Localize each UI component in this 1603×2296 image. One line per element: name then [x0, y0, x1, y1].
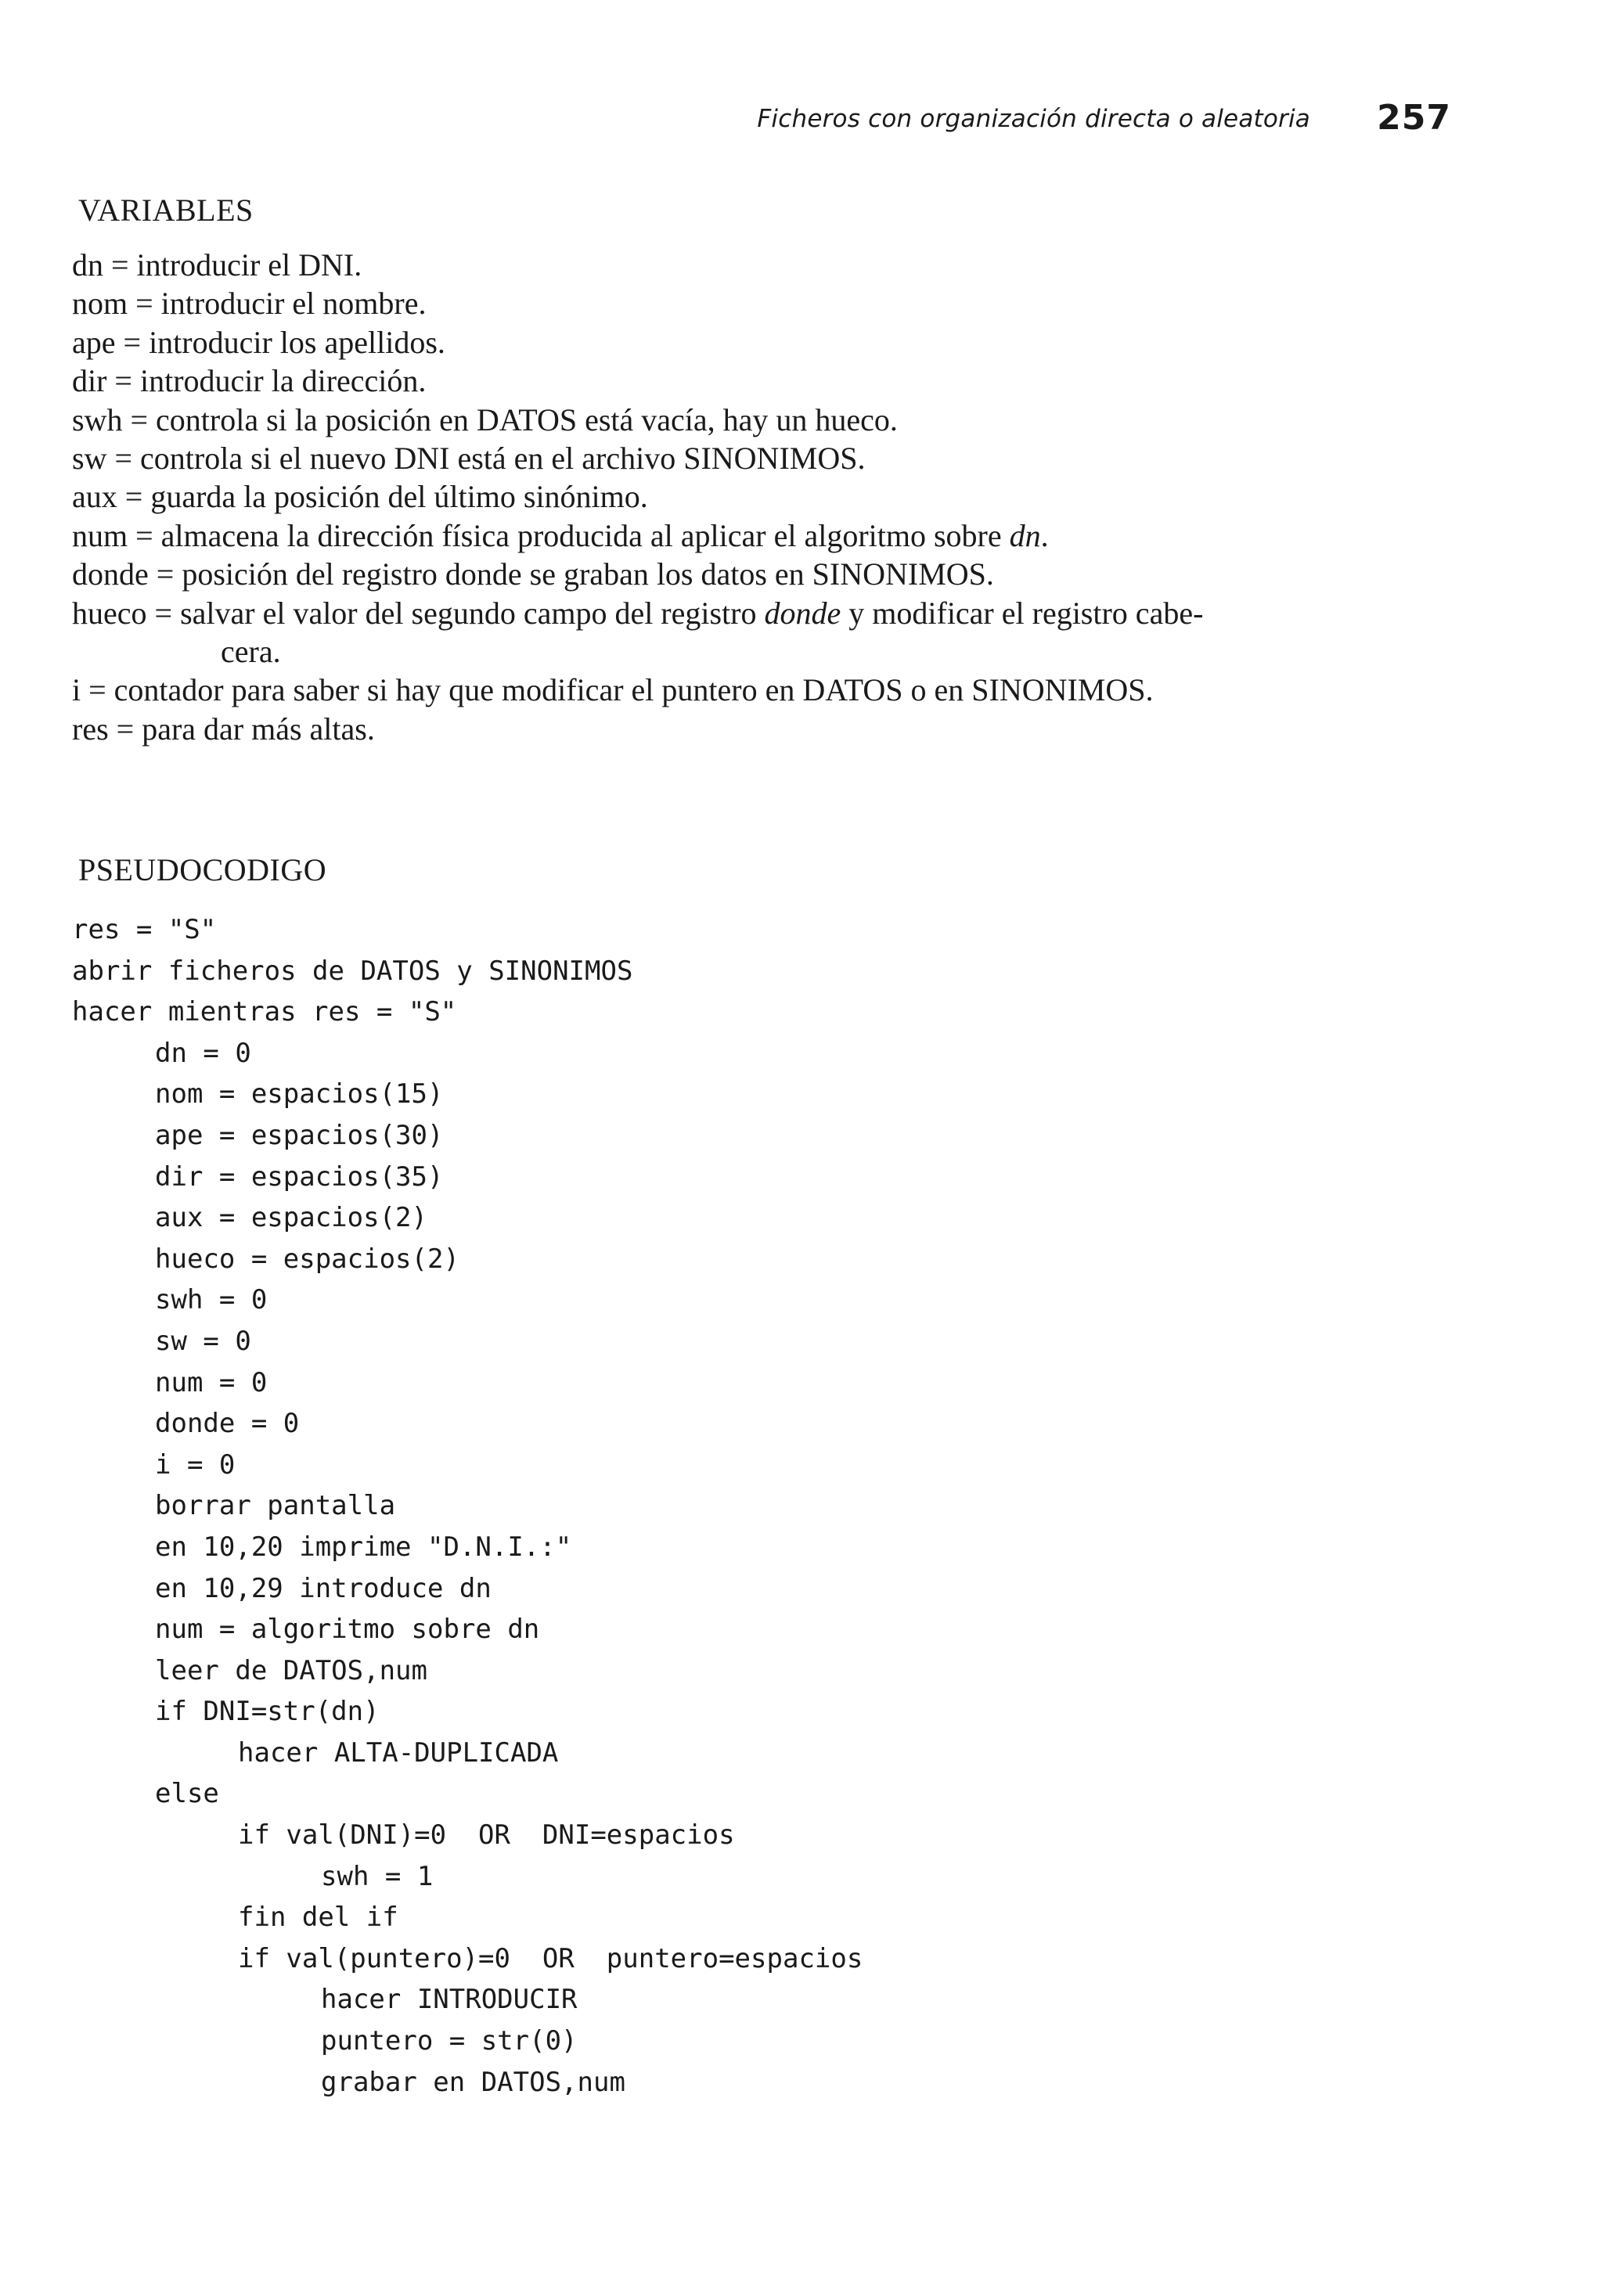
variable-definition: dir = introducir la dirección. — [72, 363, 427, 399]
variable-definition: aux = guarda la posición del último sinónimo. — [72, 479, 648, 515]
code-line: i = 0 — [155, 1448, 236, 1481]
code-line: res = "S" — [72, 914, 217, 945]
code-line: hacer mientras res = "S" — [72, 996, 457, 1028]
code-line: fin del if — [238, 1902, 398, 1934]
variables-list — [72, 246, 1489, 748]
variable-definition — [72, 516, 1489, 555]
code-line: sw = 0 — [155, 1325, 251, 1357]
code-line: hacer ALTA-DUPLICADA — [238, 1736, 559, 1769]
code-line: hueco = espacios(2) — [155, 1243, 459, 1275]
code-line: en 10,29 introduce dn — [155, 1572, 492, 1604]
code-line: dir = espacios(35) — [155, 1161, 444, 1193]
page-number: 257 — [1377, 98, 1451, 138]
code-line: if DNI=str(dn) — [155, 1696, 380, 1728]
variable-definition: ape = introducir los apellidos. — [72, 324, 445, 360]
code-line: borrar pantalla — [155, 1490, 396, 1522]
variable-definition — [72, 594, 1489, 632]
definition-text: num = almacena la dirección física producida al aplicar el algoritmo sobre — [72, 517, 1010, 553]
code-line: nom = espacios(15) — [155, 1078, 444, 1110]
code-line: ape = espacios(30) — [155, 1119, 444, 1151]
code-line: swh = 1 — [321, 1860, 434, 1892]
variable-definition: nom = introducir el nombre. — [72, 286, 427, 322]
code-line: num = algoritmo sobre dn — [155, 1614, 540, 1646]
variable-definition: res = para dar más altas. — [72, 711, 375, 747]
variable-definition: dn = introducir el DNI. — [72, 247, 362, 283]
code-line: leer de DATOS,num — [155, 1654, 427, 1686]
code-line: abrir ficheros de DATOS y SINONIMOS — [72, 955, 633, 987]
variable-definition-continuation: cera. — [221, 633, 281, 669]
code-line: if val(DNI)=0 OR DNI=espacios — [238, 1819, 735, 1852]
definition-text: . — [1040, 517, 1049, 553]
code-line: donde = 0 — [155, 1408, 300, 1440]
variable-definition: donde = posición del registro donde se graban los datos en SINONIMOS. — [72, 556, 994, 592]
code-line: grabar en DATOS,num — [321, 2066, 625, 2098]
code-line: else — [155, 1778, 219, 1810]
running-header-title: Ficheros con organización directa o aleatoria — [757, 105, 1310, 133]
code-line: num = 0 — [155, 1366, 268, 1398]
definition-text: hueco = salvar el valor del segundo campo del registro — [72, 595, 765, 631]
definition-emphasis: donde — [764, 595, 841, 631]
definition-emphasis: dn — [1009, 517, 1041, 553]
pseudocode-block — [72, 909, 863, 2103]
code-line: if val(puntero)=0 OR puntero=espacios — [238, 1942, 863, 1974]
code-line: en 10,20 imprime "D.N.I.:" — [155, 1531, 572, 1563]
variable-definition: sw = controla si el nuevo DNI está en el archivo SINONIMOS. — [72, 440, 866, 476]
code-line: puntero = str(0) — [321, 2025, 578, 2057]
code-line: dn = 0 — [155, 1037, 251, 1069]
variable-definition: swh = controla si la posición en DATOS está vacía, hay un hueco. — [72, 401, 898, 437]
variable-definition: i = contador para saber si hay que modificar el puntero en DATOS o en SINONIMOS. — [72, 672, 1154, 708]
pseudocode-heading: PSEUDOCODIGO — [78, 852, 327, 887]
variables-heading: VARIABLES — [78, 193, 254, 228]
definition-text: y modificar el registro cabe- — [841, 595, 1204, 631]
code-line: hacer INTRODUCIR — [321, 1984, 578, 2016]
code-line: aux = espacios(2) — [155, 1202, 427, 1234]
code-line: swh = 0 — [155, 1284, 268, 1316]
